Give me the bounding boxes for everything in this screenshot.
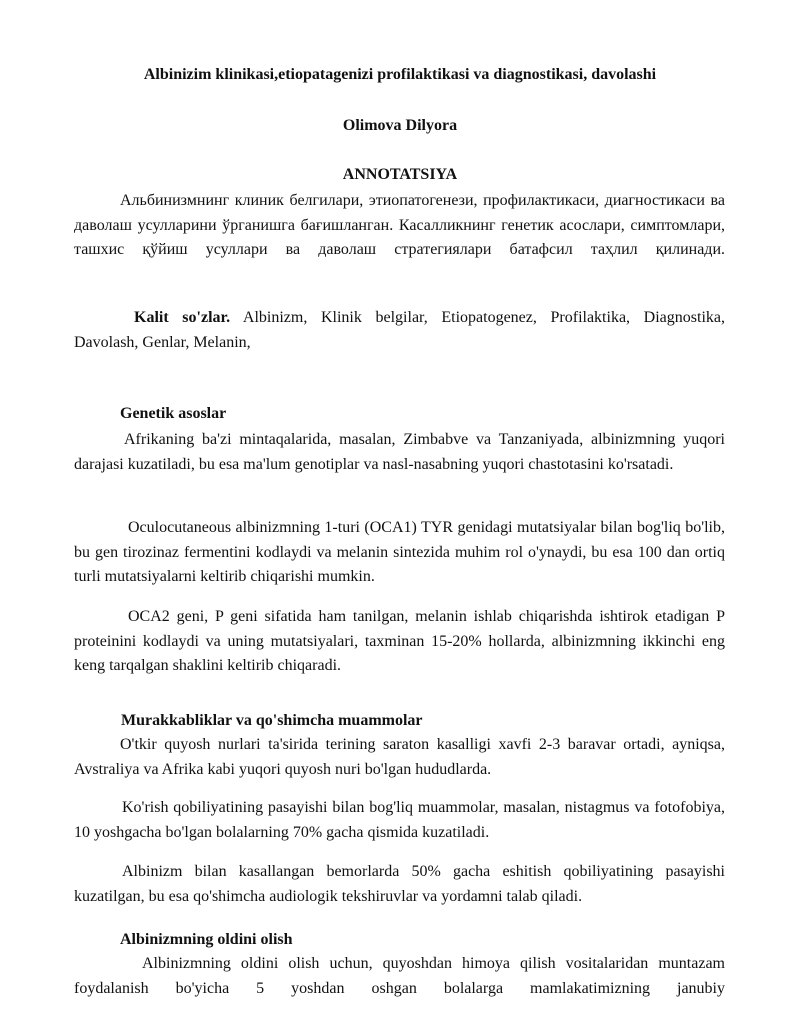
keywords-label: Kalit so'zlar. — [134, 309, 231, 326]
document-title: Albinizim klinikasi,etiopatagenizi profilaktikasi va diagnostikasi, davolashi — [143, 66, 657, 83]
annotation-heading: ANNOTATSIYA — [342, 166, 458, 183]
paragraph: Afrikaning ba'zi mintaqalarida, masalan, Zimbabve va Tanzaniyada, albinizmning yuqori darajasi kuzatiladi, bu esa ma'lum genotiplar va nasl-nasabning yuqori chastotasini ko'rsatadi. — [74, 431, 725, 473]
keywords-paragraph — [74, 306, 725, 355]
paragraph: Ko'rish qobiliyatining pasayishi bilan bog'liq muammolar, masalan, nistagmus va fotofobiya, 10 yoshgacha bo'lgan bolalarning 70% gacha qismida kuzatiladi. — [74, 799, 725, 841]
section-heading-prevention: Albinizmning oldini olish — [120, 931, 293, 948]
keywords-list: Albinizm, Klinik belgilar, Etiopatogenez, Profilaktika, Diagnostika, Davolash, Genlar, Melanin, — [74, 309, 726, 351]
paragraph: OCA2 geni, P geni sifatida ham tanilgan, melanin ishlab chiqarishda ishtirok etadigan P proteinini kodlaydi va uning mutatsiyalari, taxminan 15-20% hollarda, albinizmning ikkinchi eng keng tarqalgan shaklini keltirib chiqaradi. — [74, 608, 725, 674]
annotation-paragraph: Альбинизмнинг клиник белгилари, этиопатогенези, профилактикаси, диагностикаси ва даволаш усулларини ўрганишга бағишланган. Касалликнинг генетик асослари, симптомлари, ташхис қўйиш усуллари ва даволаш стратегиялари батафсил таҳлил қилинади. — [74, 192, 725, 258]
paragraph: O'tkir quyosh nurlari ta'sirida terining saraton kasalligi xavfi 2-3 baravar ortadi, ayniqsa, Avstraliya va Afrika kabi yuqori quyosh nuri bo'lgan hududlarda. — [74, 736, 725, 778]
author-name: Olimova Dilyora — [342, 117, 458, 134]
section-heading-genetics: Genetik asoslar — [120, 405, 227, 422]
paragraph: Oculocutaneous albinizmning 1-turi (OCA1) TYR genidagi mutatsiyalar bilan bog'liq bo'lib, bu gen tirozinaz fermentini kodlaydi va melanin sintezida muhim rol o'ynaydi, bu esa 100 dan ortiq turli mutatsiyalarni keltirib chiqarishi mumkin. — [74, 519, 725, 585]
paragraph: Albinizmning oldini olish uchun, quyoshdan himoya qilish vositalaridan muntazam foydalanish bo'yicha 5 yoshdan oshgan bolalarga mamlakatimizning janubiy — [74, 955, 725, 997]
section-heading-complications: Murakkabliklar va qo'shimcha muammolar — [121, 712, 423, 729]
paragraph: Albinizm bilan kasallangan bemorlarda 50% gacha eshitish qobiliyatining pasayishi kuzatilgan, bu esa qo'shimcha audiologik tekshiruvlar va yordamni talab qiladi. — [74, 863, 725, 905]
